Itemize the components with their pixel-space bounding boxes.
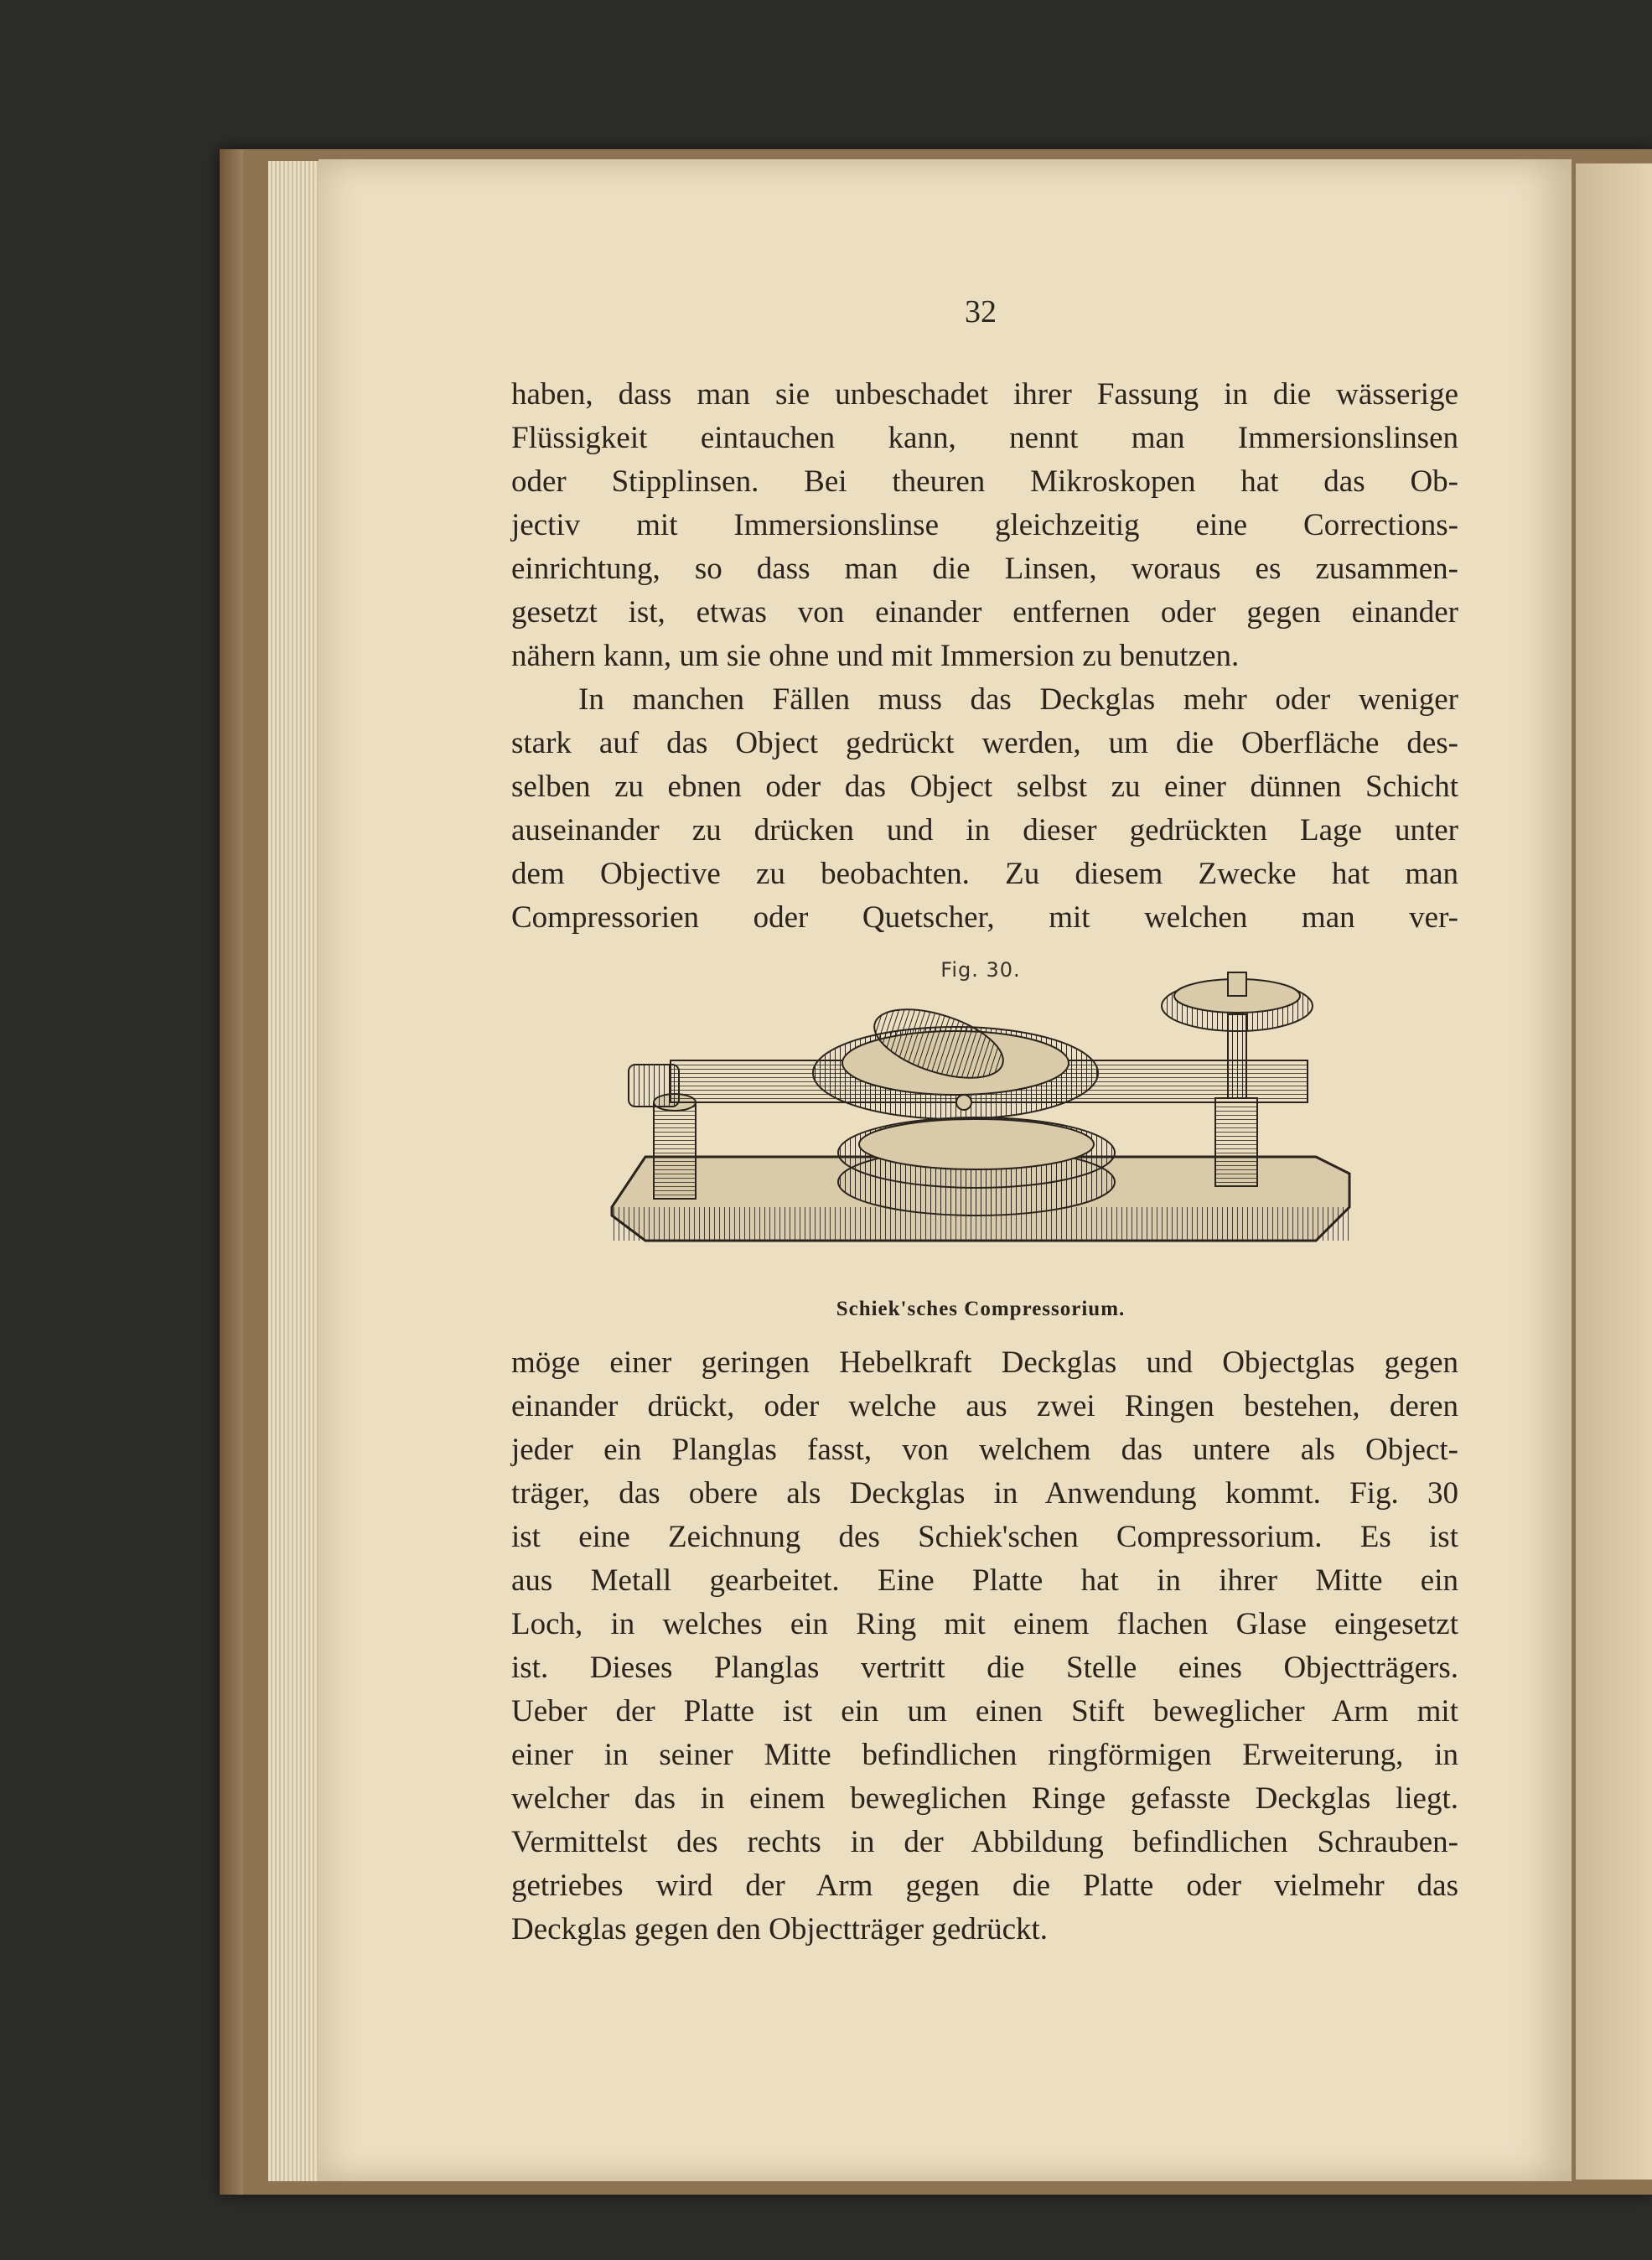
text-line: aus Metall gearbeitet. Eine Platte hat in ihrer Mitte ein <box>511 1563 1458 1598</box>
text-line: einer in seiner Mitte befindlichen ringförmigen Erweiterung, in <box>511 1738 1458 1772</box>
text-line: dem Objective zu beobachten. Zu diesem Zwecke hat man <box>511 857 1458 891</box>
text-line: haben, dass man sie unbeschadet ihrer Fassung in die wässerige <box>511 377 1458 412</box>
text-line: einrichtung, so dass man die Linsen, woraus es zusammen- <box>511 552 1458 586</box>
paragraph-3 <box>511 1341 1458 1952</box>
text-line: Vermittelst des rechts in der Abbildung befindlichen Schrauben- <box>511 1825 1458 1859</box>
figure-caption: Schiek'sches Compressorium. <box>836 1298 1126 1320</box>
text-line: welcher das in einem beweglichen Ringe gefasste Deckglas liegt. <box>511 1781 1458 1816</box>
text-line: ist. Dieses Planglas vertritt die Stelle eines Objectträgers. <box>511 1651 1458 1685</box>
text-line: möge einer geringen Hebelkraft Deckglas und Objectglas gegen <box>511 1345 1458 1380</box>
text-line: stark auf das Object gedrückt werden, um die Oberfläche des- <box>511 726 1458 760</box>
text-line: selben zu ebnen oder das Object selbst zu einer dünnen Schicht <box>511 770 1458 804</box>
page-number: 32 <box>965 294 997 329</box>
text-line: jectiv mit Immersionslinse gleichzeitig eine Corrections- <box>511 508 1458 542</box>
text-line: nähern kann, um sie ohne und mit Immersion zu benutzen. <box>511 639 1240 673</box>
text-line: Compressorien oder Quetscher, mit welchen man ver- <box>511 900 1458 935</box>
text-line: getriebes wird der Arm gegen die Platte oder vielmehr das <box>511 1869 1458 1903</box>
text-line: Deckglas gegen den Objectträger gedrückt. <box>511 1912 1049 1946</box>
compressorium-illustration <box>603 956 1358 1324</box>
book-spine-edge <box>220 149 243 2195</box>
figure-label: Fig. 30. <box>940 958 1021 982</box>
next-page-edge <box>1576 163 1652 2180</box>
text-line: träger, das obere als Deckglas in Anwendung kommt. Fig. 30 <box>511 1476 1458 1511</box>
text-line: oder Stipplinsen. Bei theuren Mikroskopen hat das Ob- <box>511 464 1458 499</box>
text-line: Flüssigkeit eintauchen kann, nennt man Immersionslinsen <box>511 421 1458 455</box>
text-line: einander drückt, oder welche aus zwei Ringen bestehen, deren <box>511 1389 1458 1423</box>
text-line: auseinander zu drücken und in dieser gedrückten Lage unter <box>511 813 1458 848</box>
text-line: jeder ein Planglas fasst, von welchem das untere als Object- <box>511 1433 1458 1467</box>
paragraph-2 <box>511 678 1458 940</box>
text-line: In manchen Fällen muss das Deckglas mehr oder weniger <box>578 682 1458 717</box>
text-line: gesetzt ist, etwas von einander entfernen oder gegen einander <box>511 595 1458 630</box>
text-line: ist eine Zeichnung des Schiek'schen Compressorium. Es ist <box>511 1520 1458 1554</box>
text-line: Ueber der Platte ist ein um einen Stift beweglicher Arm mit <box>511 1694 1458 1729</box>
paragraph-1 <box>511 373 1458 678</box>
text-line: Loch, in welches ein Ring mit einem flachen Glase eingesetzt <box>511 1607 1458 1641</box>
